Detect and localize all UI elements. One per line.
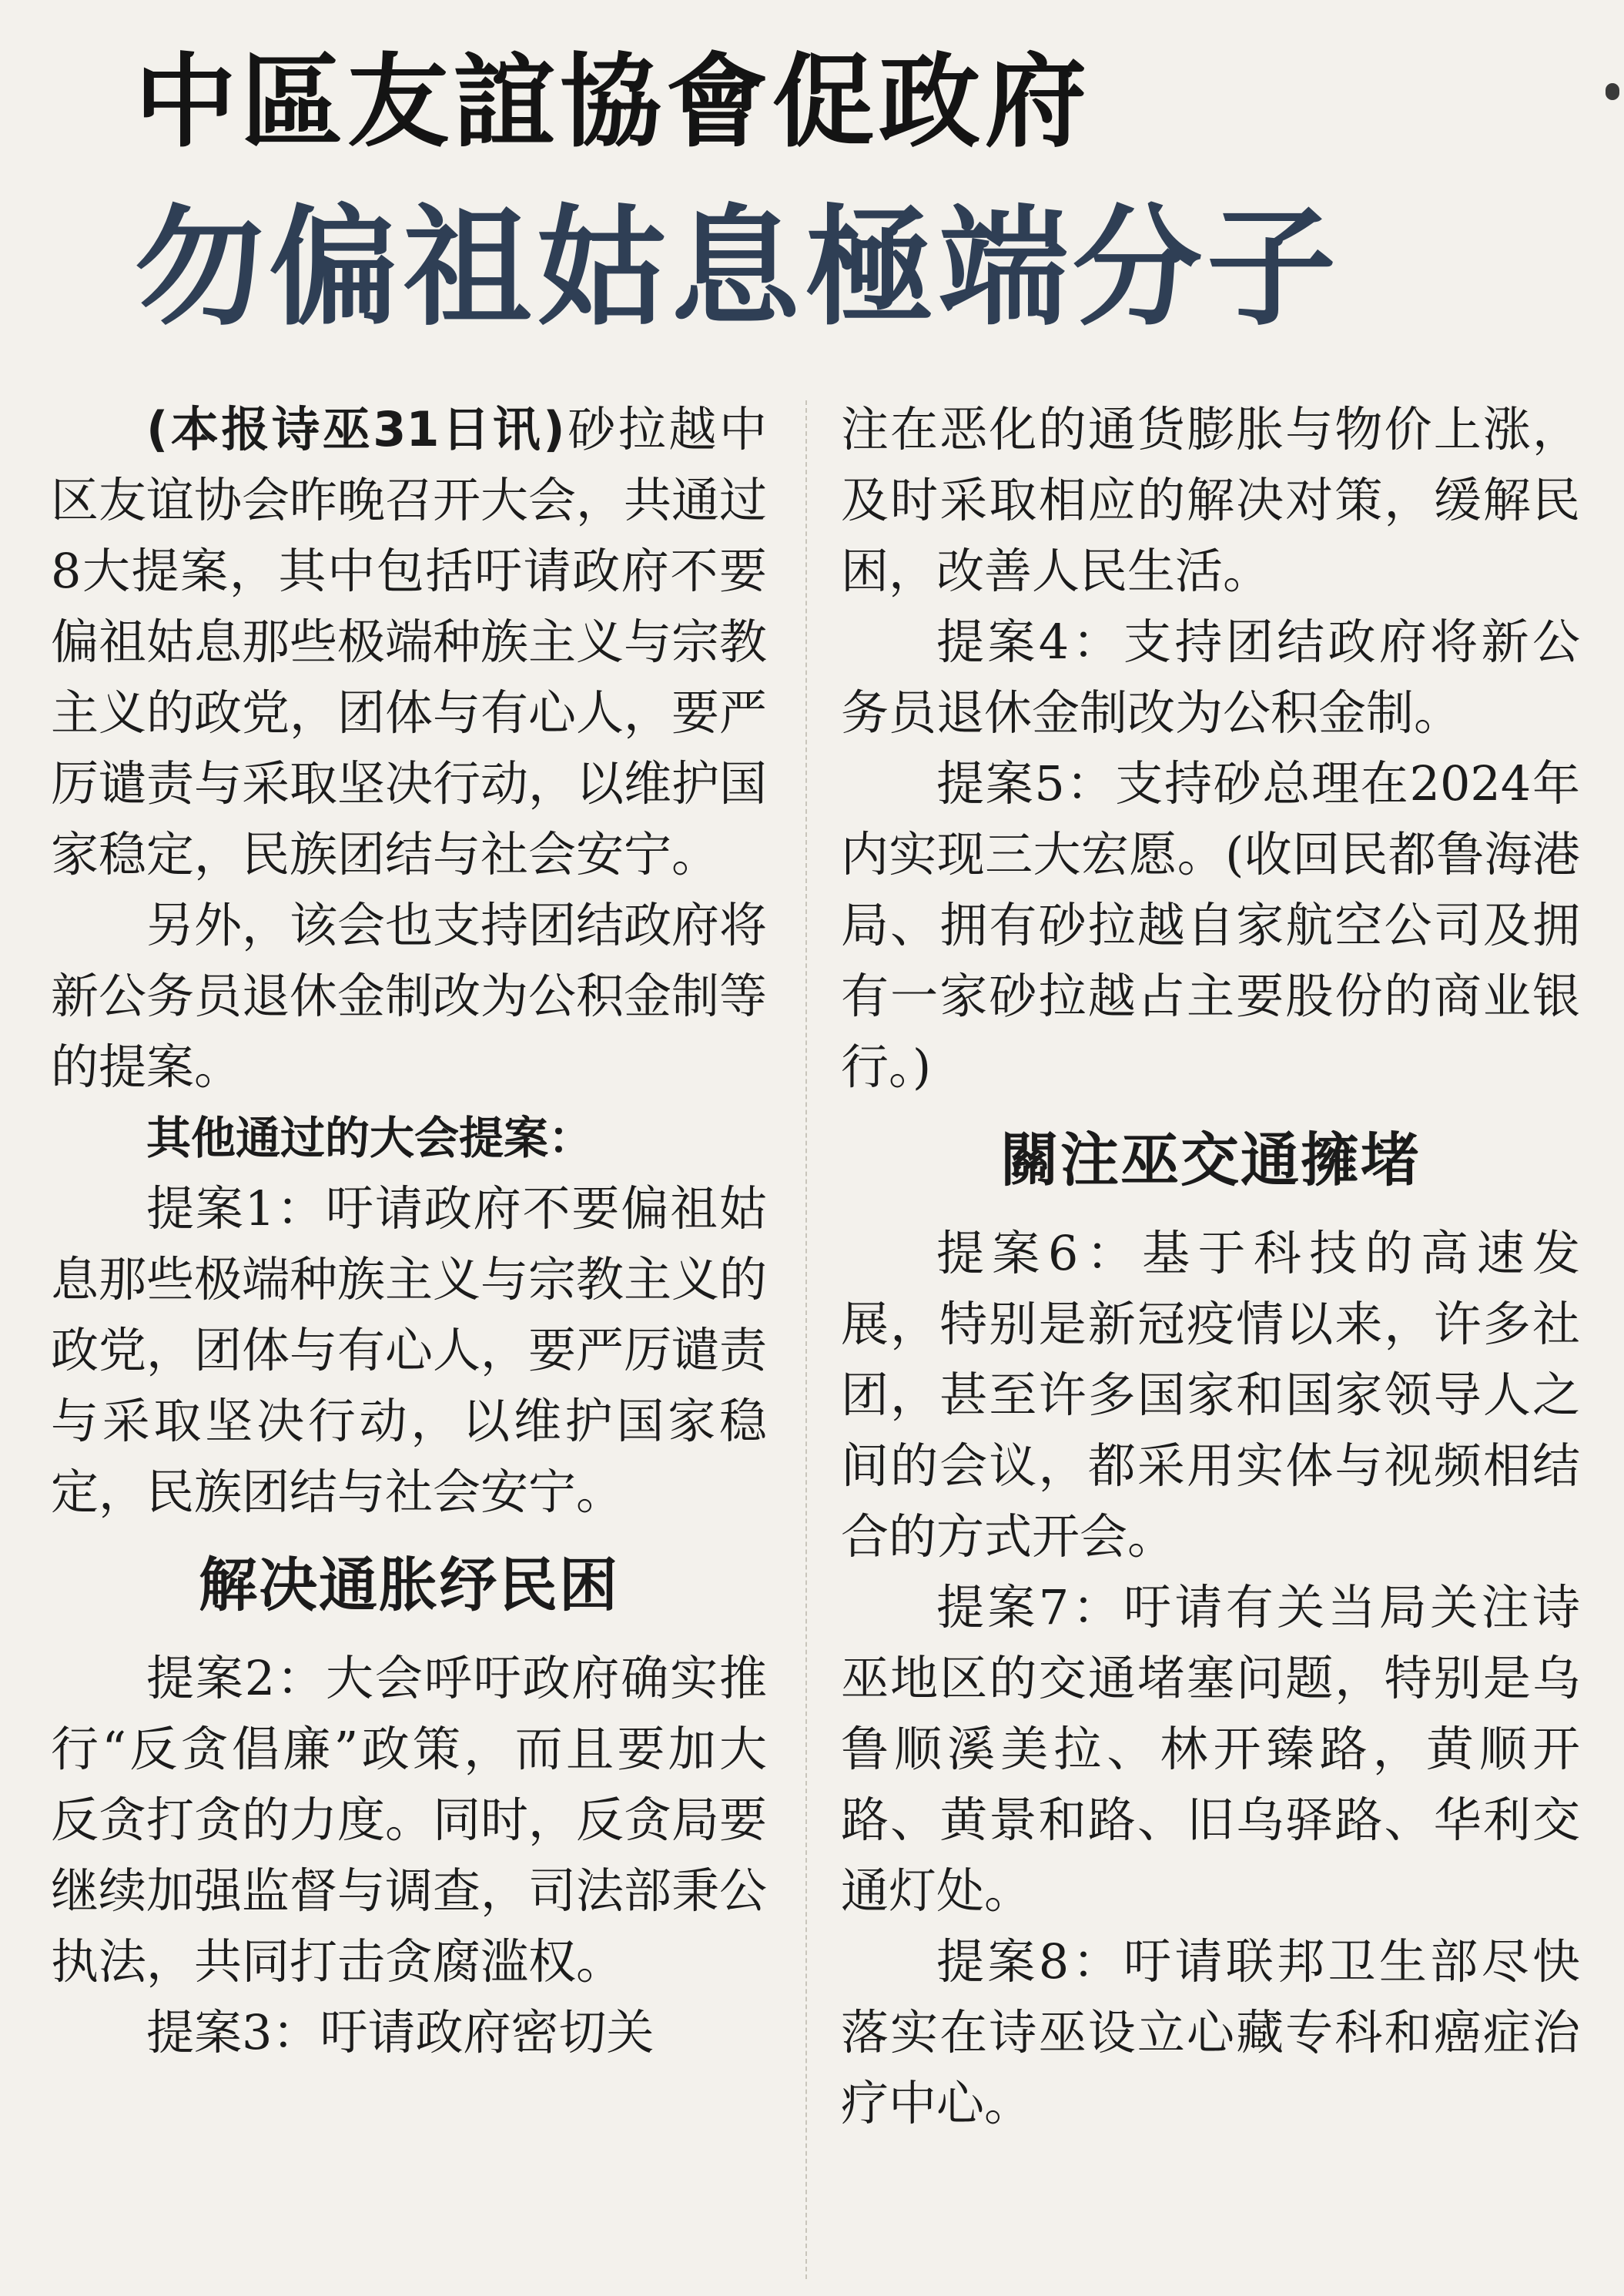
paragraph-2: 另外，该会也支持团结政府将新公务员退休金制改为公积金制等的提案。 — [51, 897, 768, 1095]
motion-8 — [841, 1926, 1580, 2139]
motion-1-text: 吁请政府不要偏祖姑息那些极端种族主义与宗教主义的政党，团体与有心人，要严厉谴责与采取坚决行动，以维护国家稳定，民族团结与社会安宁。 — [51, 1180, 768, 1520]
column-divider — [805, 400, 807, 2279]
motion-7-text: 吁请有关当局关注诗巫地区的交通堵塞问题，特别是乌鲁顺溪美拉、林开臻路，黄顺开路、黄景和路、旧乌驿路、华利交通灯处。 — [841, 1579, 1580, 1919]
motion-4-label: 提案4： — [936, 614, 1123, 670]
motion-1 — [51, 1173, 767, 1528]
other-motions-heading: 其他通过的大会提案： — [146, 1112, 594, 1164]
article-column-right — [841, 394, 1580, 2288]
motion-2-label: 提案2： — [146, 1650, 326, 1706]
motion-5 — [841, 748, 1580, 1103]
motion-6-label: 提案6： — [936, 1225, 1143, 1281]
dateline: (本报诗巫31日讯) — [146, 401, 565, 457]
lead-text: 砂拉越中区友谊协会昨晚召开大会，共通过8大提案，其中包括吁请政府不要偏祖姑息那些极端种族主义与宗教主义的政党，团体与有心人，要严厉谴责与采取坚决行动，以维护国家稳定，民族团结与社会安宁。 — [51, 401, 768, 882]
motion-3-text: 吁请政府密切关 — [320, 2004, 655, 2060]
motion-4 — [841, 607, 1580, 748]
page-edge-mark — [1606, 83, 1619, 100]
motion-2-text: 大会呼吁政府确实推行“反贪倡廉”政策，而且要加大反贪打贪的力度。同时，反贪局要继续加强监督与调查，司法部秉公执法，共同打击贪腐滥权。 — [51, 1650, 768, 1990]
motion-5-text: 支持砂总理在2024年内实现三大宏愿。(收回民都鲁海港局、拥有砂拉越自家航空公司及拥有一家砂拉越占主要股份的商业银行。) — [841, 755, 1580, 1095]
article-column-left — [51, 394, 767, 2288]
motion-4-text: 支持团结政府将新公务员退休金制改为公积金制。 — [841, 614, 1580, 741]
section-heading-inflation: 解决通胀纾民困 — [199, 1551, 619, 1619]
lead-paragraph — [51, 394, 767, 890]
motion-8-label: 提案8： — [936, 1933, 1123, 1990]
motion-6-text: 基于科技的高速发展，特别是新冠疫情以来，许多社团，甚至许多国家和国家领导人之间的会议，都采用实体与视频相结合的方式开会。 — [841, 1225, 1580, 1565]
section-heading-traffic: 關注巫交通擁堵 — [1000, 1126, 1421, 1194]
motion-3-label: 提案3： — [146, 2004, 320, 2060]
motion-7-label: 提案7： — [936, 1579, 1123, 1635]
motion-2 — [51, 1643, 767, 1997]
motion-6 — [841, 1218, 1580, 1572]
headline: 中區友誼協會促政府 — [135, 43, 1091, 162]
motion-8-text: 吁请联邦卫生部尽快落实在诗巫设立心藏专科和癌症治疗中心。 — [841, 1933, 1580, 2131]
motion-1-label: 提案1： — [146, 1180, 326, 1237]
motion-7 — [841, 1572, 1580, 1926]
subheadline: 勿偏祖姑息極端分子 — [135, 192, 1341, 343]
motion-3-start — [51, 1997, 767, 2068]
motion-3-continued: 注在恶化的通货膨胀与物价上涨，及时采取相应的解决对策，缓解民困，改善人民生活。 — [841, 401, 1580, 599]
motion-5-label: 提案5： — [936, 755, 1116, 812]
